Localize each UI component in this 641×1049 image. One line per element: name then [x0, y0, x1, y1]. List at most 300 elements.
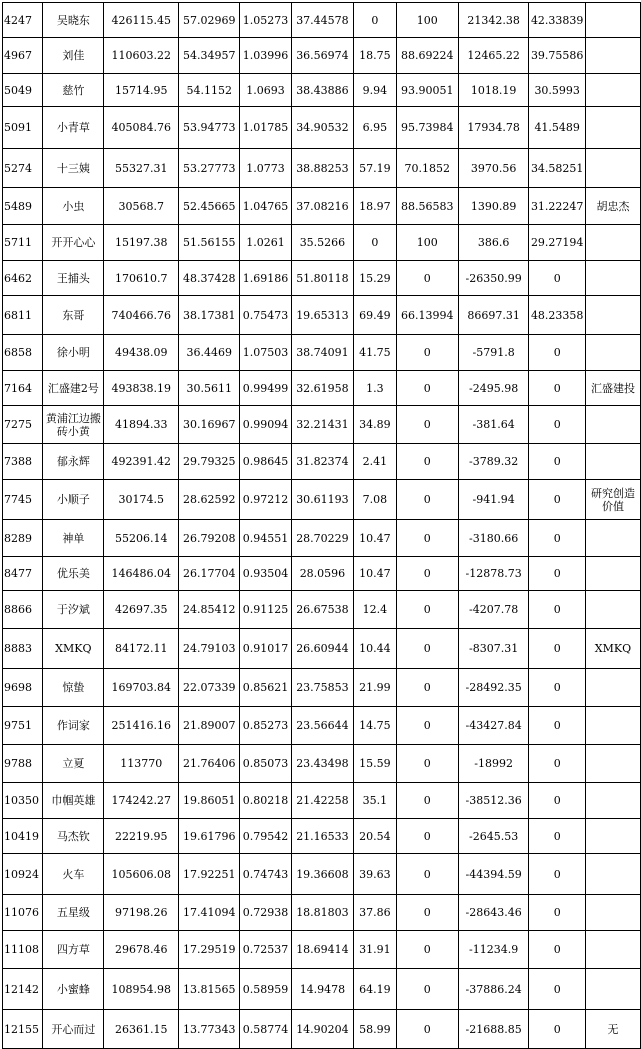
gain-cell: 34.90532 — [291, 107, 353, 149]
drawdown-cell: 0 — [353, 225, 396, 261]
team-cell — [585, 261, 640, 296]
drawdown-cell: 64.19 — [353, 969, 396, 1010]
win-rate-cell: 0 — [396, 931, 458, 969]
nickname-cell: 徐小明 — [43, 335, 104, 371]
table-row — [3, 969, 641, 1010]
nickname-cell: 汇盛建2号 — [43, 371, 104, 406]
profit-cell: -28492.35 — [458, 669, 529, 707]
nav-cell: 1.03996 — [240, 38, 292, 74]
amount-cell: 174242.27 — [104, 783, 179, 819]
amount-cell: 405084.76 — [104, 107, 179, 149]
nav-cell: 1.0693 — [240, 74, 292, 107]
profit-cell: -18992 — [458, 745, 529, 783]
amount-cell: 146486.04 — [104, 557, 179, 591]
score-cell: 0 — [529, 1010, 585, 1049]
score-cell: 0 — [529, 591, 585, 629]
win-rate-cell: 0 — [396, 480, 458, 520]
rank-cell: 10419 — [3, 819, 43, 854]
table-row — [3, 669, 641, 707]
rank-cell: 6858 — [3, 335, 43, 371]
profit-cell: -2495.98 — [458, 371, 529, 406]
team-cell — [585, 854, 640, 895]
nickname-cell: 立夏 — [43, 745, 104, 783]
table-row — [3, 335, 641, 371]
drawdown-cell: 9.94 — [353, 74, 396, 107]
drawdown-cell: 18.97 — [353, 188, 396, 225]
amount-cell: 170610.7 — [104, 261, 179, 296]
gain-cell: 19.36608 — [291, 854, 353, 895]
rank-cell: 10924 — [3, 854, 43, 895]
gain-cell: 36.56974 — [291, 38, 353, 74]
profit-cell: 21342.38 — [458, 3, 529, 38]
amount-cell: 41894.33 — [104, 406, 179, 444]
nickname-cell: 作词家 — [43, 707, 104, 745]
amount-cell: 426115.45 — [104, 3, 179, 38]
drawdown-cell: 18.75 — [353, 38, 396, 74]
score-cell: 0 — [529, 520, 585, 557]
team-cell — [585, 591, 640, 629]
profit-cell: 1018.19 — [458, 74, 529, 107]
rank-cell: 5274 — [3, 149, 43, 188]
team-cell — [585, 74, 640, 107]
gain-cell: 23.75853 — [291, 669, 353, 707]
amount-cell: 169703.84 — [104, 669, 179, 707]
table-row — [3, 591, 641, 629]
win-rate-cell: 0 — [396, 783, 458, 819]
score-cell: 0 — [529, 931, 585, 969]
team-cell — [585, 783, 640, 819]
table-row — [3, 261, 641, 296]
rank-cell: 8477 — [3, 557, 43, 591]
gain-cell: 18.81803 — [291, 895, 353, 931]
nickname-cell: 神单 — [43, 520, 104, 557]
nickname-cell: 黄浦江边搬砖小黄 — [43, 406, 104, 444]
rank-cell: 12142 — [3, 969, 43, 1010]
amount-cell: 29678.46 — [104, 931, 179, 969]
team-cell: 无 — [585, 1010, 640, 1049]
drawdown-cell: 14.75 — [353, 707, 396, 745]
gain-cell: 21.42258 — [291, 783, 353, 819]
table-row — [3, 629, 641, 669]
gain-cell: 31.82374 — [291, 444, 353, 480]
score-cell: 0 — [529, 557, 585, 591]
table-row — [3, 74, 641, 107]
return-cell: 26.17704 — [179, 557, 240, 591]
table-row — [3, 557, 641, 591]
nickname-cell: 四方草 — [43, 931, 104, 969]
return-cell: 53.27773 — [179, 149, 240, 188]
profit-cell: 3970.56 — [458, 149, 529, 188]
win-rate-cell: 0 — [396, 707, 458, 745]
rank-cell: 7164 — [3, 371, 43, 406]
return-cell: 57.02969 — [179, 3, 240, 38]
gain-cell: 51.80118 — [291, 261, 353, 296]
score-cell: 0 — [529, 406, 585, 444]
team-cell — [585, 406, 640, 444]
win-rate-cell: 93.90051 — [396, 74, 458, 107]
rank-cell: 5711 — [3, 225, 43, 261]
nickname-cell: 五星级 — [43, 895, 104, 931]
rank-cell: 9698 — [3, 669, 43, 707]
nickname-cell: 优乐美 — [43, 557, 104, 591]
gain-cell: 37.08216 — [291, 188, 353, 225]
win-rate-cell: 95.73984 — [396, 107, 458, 149]
profit-cell: -44394.59 — [458, 854, 529, 895]
table-row — [3, 107, 641, 149]
score-cell: 34.58251 — [529, 149, 585, 188]
drawdown-cell: 15.29 — [353, 261, 396, 296]
win-rate-cell: 0 — [396, 371, 458, 406]
amount-cell: 15714.95 — [104, 74, 179, 107]
table-row — [3, 296, 641, 335]
win-rate-cell: 0 — [396, 261, 458, 296]
drawdown-cell: 57.19 — [353, 149, 396, 188]
nav-cell: 1.0261 — [240, 225, 292, 261]
drawdown-cell: 41.75 — [353, 335, 396, 371]
rank-cell: 8289 — [3, 520, 43, 557]
table-row — [3, 783, 641, 819]
nickname-cell: 惊蛰 — [43, 669, 104, 707]
gain-cell: 38.74091 — [291, 335, 353, 371]
team-cell — [585, 107, 640, 149]
gain-cell: 35.5266 — [291, 225, 353, 261]
profit-cell: -3180.66 — [458, 520, 529, 557]
win-rate-cell: 0 — [396, 745, 458, 783]
score-cell: 0 — [529, 444, 585, 480]
team-cell — [585, 444, 640, 480]
nickname-cell: 东哥 — [43, 296, 104, 335]
score-cell: 0 — [529, 969, 585, 1010]
amount-cell: 55327.31 — [104, 149, 179, 188]
profit-cell: 86697.31 — [458, 296, 529, 335]
nav-cell: 0.74743 — [240, 854, 292, 895]
drawdown-cell: 39.63 — [353, 854, 396, 895]
table-row — [3, 819, 641, 854]
win-rate-cell: 0 — [396, 591, 458, 629]
return-cell: 30.16967 — [179, 406, 240, 444]
gain-cell: 38.43886 — [291, 74, 353, 107]
score-cell: 30.5993 — [529, 74, 585, 107]
team-cell — [585, 225, 640, 261]
return-cell: 51.56155 — [179, 225, 240, 261]
amount-cell: 42697.35 — [104, 591, 179, 629]
nav-cell: 0.91125 — [240, 591, 292, 629]
gain-cell: 21.16533 — [291, 819, 353, 854]
score-cell: 42.33839 — [529, 3, 585, 38]
nav-cell: 0.58774 — [240, 1010, 292, 1049]
profit-cell: 17934.78 — [458, 107, 529, 149]
nickname-cell: 于汐斌 — [43, 591, 104, 629]
rank-cell: 12155 — [3, 1010, 43, 1049]
gain-cell: 18.69414 — [291, 931, 353, 969]
win-rate-cell: 88.56583 — [396, 188, 458, 225]
return-cell: 38.17381 — [179, 296, 240, 335]
gain-cell: 19.65313 — [291, 296, 353, 335]
nickname-cell: 王捕头 — [43, 261, 104, 296]
table-row — [3, 149, 641, 188]
drawdown-cell: 10.47 — [353, 520, 396, 557]
gain-cell: 28.70229 — [291, 520, 353, 557]
nickname-cell: 慈竹 — [43, 74, 104, 107]
nav-cell: 1.69186 — [240, 261, 292, 296]
rank-cell: 11076 — [3, 895, 43, 931]
amount-cell: 105606.08 — [104, 854, 179, 895]
rank-cell: 4967 — [3, 38, 43, 74]
amount-cell: 26361.15 — [104, 1010, 179, 1049]
win-rate-cell: 0 — [396, 819, 458, 854]
nickname-cell: 郁永辉 — [43, 444, 104, 480]
amount-cell: 97198.26 — [104, 895, 179, 931]
table-row — [3, 188, 641, 225]
win-rate-cell: 0 — [396, 854, 458, 895]
score-cell: 29.27194 — [529, 225, 585, 261]
rank-cell: 10350 — [3, 783, 43, 819]
team-cell — [585, 745, 640, 783]
amount-cell: 108954.98 — [104, 969, 179, 1010]
return-cell: 24.85412 — [179, 591, 240, 629]
return-cell: 21.76406 — [179, 745, 240, 783]
team-cell: 研究创造价值 — [585, 480, 640, 520]
amount-cell: 110603.22 — [104, 38, 179, 74]
team-cell — [585, 931, 640, 969]
return-cell: 29.79325 — [179, 444, 240, 480]
profit-cell: -28643.46 — [458, 895, 529, 931]
return-cell: 24.79103 — [179, 629, 240, 669]
profit-cell: 386.6 — [458, 225, 529, 261]
nickname-cell: 小蜜蜂 — [43, 969, 104, 1010]
score-cell: 41.5489 — [529, 107, 585, 149]
win-rate-cell: 0 — [396, 557, 458, 591]
drawdown-cell: 58.99 — [353, 1010, 396, 1049]
gain-cell: 28.0596 — [291, 557, 353, 591]
return-cell: 54.34957 — [179, 38, 240, 74]
return-cell: 54.1152 — [179, 74, 240, 107]
return-cell: 17.92251 — [179, 854, 240, 895]
win-rate-cell: 100 — [396, 225, 458, 261]
team-cell — [585, 520, 640, 557]
gain-cell: 30.61193 — [291, 480, 353, 520]
nav-cell: 0.99499 — [240, 371, 292, 406]
table-row — [3, 745, 641, 783]
rank-cell: 7275 — [3, 406, 43, 444]
table-row — [3, 371, 641, 406]
amount-cell: 113770 — [104, 745, 179, 783]
nav-cell: 0.94551 — [240, 520, 292, 557]
rank-cell: 5049 — [3, 74, 43, 107]
gain-cell: 23.56644 — [291, 707, 353, 745]
profit-cell: -38512.36 — [458, 783, 529, 819]
rank-cell: 8866 — [3, 591, 43, 629]
nickname-cell: 火车 — [43, 854, 104, 895]
amount-cell: 84172.11 — [104, 629, 179, 669]
score-cell: 39.75586 — [529, 38, 585, 74]
score-cell: 31.22247 — [529, 188, 585, 225]
nav-cell: 0.58959 — [240, 969, 292, 1010]
return-cell: 13.77343 — [179, 1010, 240, 1049]
win-rate-cell: 0 — [396, 1010, 458, 1049]
team-cell — [585, 819, 640, 854]
team-cell — [585, 149, 640, 188]
return-cell: 17.41094 — [179, 895, 240, 931]
rank-cell: 6811 — [3, 296, 43, 335]
win-rate-cell: 100 — [396, 3, 458, 38]
profit-cell: -8307.31 — [458, 629, 529, 669]
nickname-cell: 马杰钦 — [43, 819, 104, 854]
team-cell — [585, 895, 640, 931]
win-rate-cell: 88.69224 — [396, 38, 458, 74]
table-row — [3, 3, 641, 38]
nav-cell: 0.75473 — [240, 296, 292, 335]
return-cell: 21.89007 — [179, 707, 240, 745]
profit-cell: -26350.99 — [458, 261, 529, 296]
drawdown-cell: 15.59 — [353, 745, 396, 783]
gain-cell: 14.90204 — [291, 1010, 353, 1049]
amount-cell: 740466.76 — [104, 296, 179, 335]
team-cell — [585, 3, 640, 38]
rank-cell: 9788 — [3, 745, 43, 783]
amount-cell: 30568.7 — [104, 188, 179, 225]
nickname-cell: 小青草 — [43, 107, 104, 149]
team-cell — [585, 669, 640, 707]
amount-cell: 493838.19 — [104, 371, 179, 406]
amount-cell: 492391.42 — [104, 444, 179, 480]
nav-cell: 0.97212 — [240, 480, 292, 520]
nickname-cell: 十三姨 — [43, 149, 104, 188]
table-row — [3, 444, 641, 480]
nav-cell: 0.79542 — [240, 819, 292, 854]
nav-cell: 0.98645 — [240, 444, 292, 480]
nickname-cell: 小顺子 — [43, 480, 104, 520]
return-cell: 26.79208 — [179, 520, 240, 557]
profit-cell: -2645.53 — [458, 819, 529, 854]
nav-cell: 1.07503 — [240, 335, 292, 371]
win-rate-cell: 70.1852 — [396, 149, 458, 188]
score-cell: 0 — [529, 854, 585, 895]
return-cell: 17.29519 — [179, 931, 240, 969]
return-cell: 19.61796 — [179, 819, 240, 854]
nickname-cell: 吴晓东 — [43, 3, 104, 38]
team-cell — [585, 296, 640, 335]
profit-cell: -381.64 — [458, 406, 529, 444]
rank-cell: 5091 — [3, 107, 43, 149]
gain-cell: 23.43498 — [291, 745, 353, 783]
score-cell: 0 — [529, 707, 585, 745]
rank-cell: 4247 — [3, 3, 43, 38]
return-cell: 30.5611 — [179, 371, 240, 406]
amount-cell: 30174.5 — [104, 480, 179, 520]
nickname-cell: 小虫 — [43, 188, 104, 225]
return-cell: 28.62592 — [179, 480, 240, 520]
team-cell: XMKQ — [585, 629, 640, 669]
gain-cell: 38.88253 — [291, 149, 353, 188]
rank-cell: 7745 — [3, 480, 43, 520]
amount-cell: 49438.09 — [104, 335, 179, 371]
score-cell: 0 — [529, 783, 585, 819]
profit-cell: -12878.73 — [458, 557, 529, 591]
team-cell — [585, 557, 640, 591]
drawdown-cell: 10.47 — [353, 557, 396, 591]
nav-cell: 0.93504 — [240, 557, 292, 591]
amount-cell: 15197.38 — [104, 225, 179, 261]
score-cell: 48.23358 — [529, 296, 585, 335]
nav-cell: 0.72938 — [240, 895, 292, 931]
return-cell: 13.81565 — [179, 969, 240, 1010]
profit-cell: -37886.24 — [458, 969, 529, 1010]
nav-cell: 0.85273 — [240, 707, 292, 745]
nav-cell: 1.04765 — [240, 188, 292, 225]
gain-cell: 37.44578 — [291, 3, 353, 38]
team-cell — [585, 969, 640, 1010]
table-row — [3, 480, 641, 520]
drawdown-cell: 69.49 — [353, 296, 396, 335]
nickname-cell: 开心而过 — [43, 1010, 104, 1049]
nav-cell: 0.80218 — [240, 783, 292, 819]
table-row — [3, 854, 641, 895]
drawdown-cell: 0 — [353, 3, 396, 38]
nav-cell: 0.91017 — [240, 629, 292, 669]
score-cell: 0 — [529, 629, 585, 669]
return-cell: 53.94773 — [179, 107, 240, 149]
team-cell — [585, 707, 640, 745]
amount-cell: 55206.14 — [104, 520, 179, 557]
profit-cell: -4207.78 — [458, 591, 529, 629]
table-row — [3, 707, 641, 745]
rank-cell: 7388 — [3, 444, 43, 480]
table-row — [3, 931, 641, 969]
profit-cell: -5791.8 — [458, 335, 529, 371]
team-cell — [585, 38, 640, 74]
score-cell: 0 — [529, 669, 585, 707]
gain-cell: 14.9478 — [291, 969, 353, 1010]
team-cell: 胡忠杰 — [585, 188, 640, 225]
nickname-cell: 刘佳 — [43, 38, 104, 74]
profit-cell: -43427.84 — [458, 707, 529, 745]
gain-cell: 26.60944 — [291, 629, 353, 669]
score-cell: 0 — [529, 480, 585, 520]
table-row — [3, 38, 641, 74]
win-rate-cell: 0 — [396, 444, 458, 480]
profit-cell: -11234.9 — [458, 931, 529, 969]
win-rate-cell: 0 — [396, 969, 458, 1010]
profit-cell: -941.94 — [458, 480, 529, 520]
drawdown-cell: 31.91 — [353, 931, 396, 969]
drawdown-cell: 6.95 — [353, 107, 396, 149]
rank-cell: 11108 — [3, 931, 43, 969]
return-cell: 48.37428 — [179, 261, 240, 296]
table-row — [3, 1010, 641, 1049]
drawdown-cell: 35.1 — [353, 783, 396, 819]
ranking-table — [2, 2, 641, 1049]
score-cell: 0 — [529, 895, 585, 931]
rank-cell: 9751 — [3, 707, 43, 745]
drawdown-cell: 34.89 — [353, 406, 396, 444]
team-cell: 汇盛建投 — [585, 371, 640, 406]
win-rate-cell: 0 — [396, 520, 458, 557]
table-row — [3, 895, 641, 931]
drawdown-cell: 21.99 — [353, 669, 396, 707]
profit-cell: 12465.22 — [458, 38, 529, 74]
score-cell: 0 — [529, 819, 585, 854]
gain-cell: 32.21431 — [291, 406, 353, 444]
table-row — [3, 520, 641, 557]
win-rate-cell: 0 — [396, 629, 458, 669]
table-row — [3, 406, 641, 444]
return-cell: 52.45665 — [179, 188, 240, 225]
return-cell: 22.07339 — [179, 669, 240, 707]
team-cell — [585, 335, 640, 371]
table-row — [3, 225, 641, 261]
nickname-cell: 巾帼英雄 — [43, 783, 104, 819]
